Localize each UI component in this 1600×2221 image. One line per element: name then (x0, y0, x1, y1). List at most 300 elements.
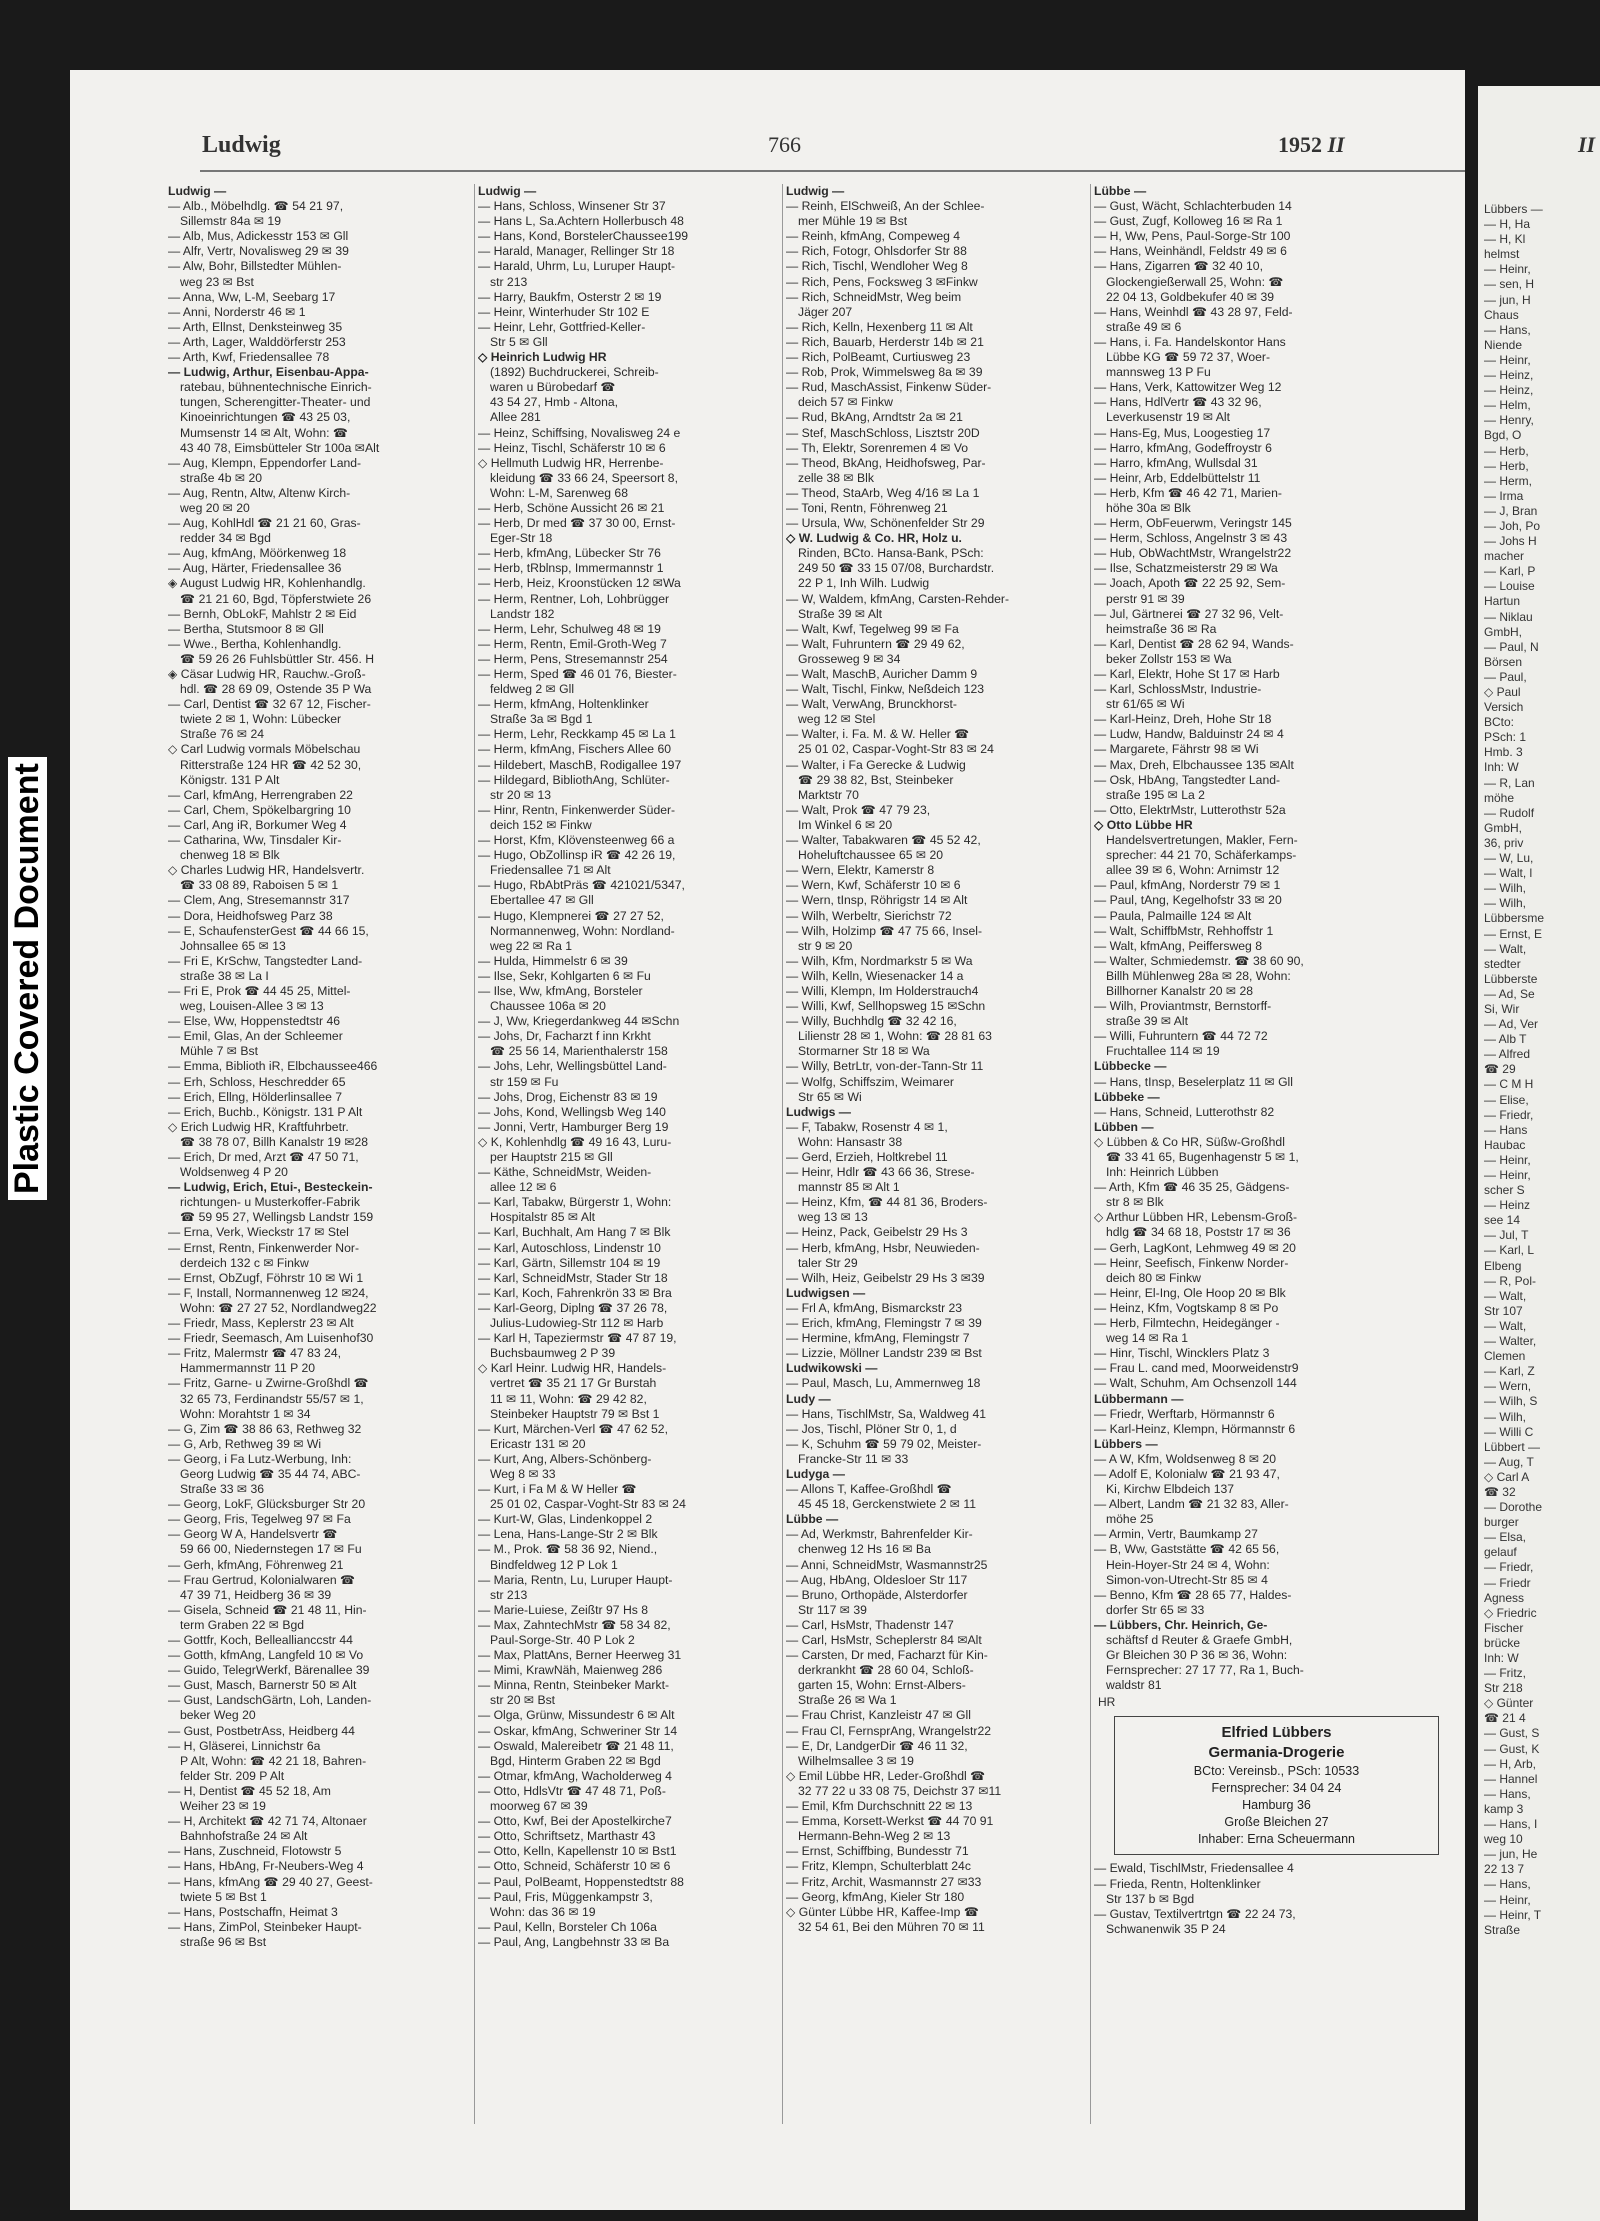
entry-continuation: weg 12 ✉ Stel (798, 712, 876, 727)
directory-entry: — Rud, MaschAssist, Finkenw Süder- (786, 380, 992, 395)
directory-entry: — Frau L. cand med, Moorweidenstr9 (1094, 1361, 1299, 1376)
directory-entry: ◇ Charles Ludwig HR, Handelsvertr. (168, 863, 365, 878)
directory-entry: — Rud, BkAng, Arndtstr 2a ✉ 21 (786, 410, 963, 425)
directory-entry: — Paul, PolBeamt, Hoppenstedtstr 88 (478, 1874, 684, 1889)
next-page-line: gelauf (1484, 1545, 1517, 1560)
directory-entry: — Heinr, Lehr, Gottfried-Keller- (478, 319, 646, 334)
entry-continuation: Steinbeker Hauptstr 79 ✉ Bst 1 (490, 1406, 660, 1421)
directory-entry: — Otmar, kfmAng, Wacholderweg 4 (478, 1768, 672, 1783)
entry-continuation: Glockengießerwall 25, Wohn: ☎ (1106, 274, 1284, 289)
directory-entry: — Harald, Uhrm, Lu, Luruper Haupt- (478, 259, 676, 274)
ad-hr-mark: HR (1098, 1695, 1116, 1710)
directory-entry: — Ad, Werkmstr, Bahrenfelder Kir- (786, 1527, 973, 1542)
ad-bank: BCto: Vereinsb., PSch: 10533 (1193, 1764, 1360, 1779)
next-page-line: Hartun (1484, 594, 1521, 609)
directory-entry: — Th, Elektr, Sorenremen 4 ✉ Vo (786, 440, 969, 455)
directory-entry: — Dora, Heidhofsweg Parz 38 (168, 908, 333, 923)
directory-entry: — Rich, SchneidMstr, Weg beim (786, 289, 962, 304)
next-page-line: — Heinz, (1484, 383, 1534, 398)
directory-entry: — Hub, ObWachtMstr, Wrangelstr22 (1094, 546, 1292, 561)
next-page-line: see 14 (1484, 1213, 1521, 1228)
entry-continuation: str 9 ✉ 20 (798, 938, 853, 953)
directory-entry: ◇ K, Kohlenhdlg ☎ 49 16 43, Luru- (478, 1134, 672, 1149)
entry-continuation: Handelsvertretungen, Makler, Fern- (1106, 833, 1298, 848)
next-page-line: — Louise (1484, 579, 1535, 594)
next-page-line: kamp 3 (1484, 1801, 1524, 1816)
directory-entry: — Aug, Klempn, Eppendorfer Land- (168, 455, 362, 470)
entry-continuation: per Hauptstr 215 ✉ Gll (490, 1150, 613, 1164)
next-page-line: — Henry, (1484, 413, 1534, 428)
directory-entry: — Alfr, Vertr, Novalisweg 29 ✉ 39 (168, 244, 349, 259)
entry-continuation: tungen, Scherengitter-Theater- und (180, 395, 371, 410)
directory-entry: — Gerh, kfmAng, Föhrenweg 21 (168, 1557, 344, 1572)
directory-entry: — Walter, Schmiedemstr. ☎ 38 60 90, (1094, 953, 1304, 968)
directory-entry: — Ludw, Handw, Balduinstr 24 ✉ 4 (1094, 727, 1284, 742)
entry-continuation: Wohn: ☎ 27 27 52, Nordlandweg22 (180, 1300, 377, 1315)
column-divider (1090, 184, 1091, 2124)
directory-entry: — Herm, Pens, Stresemannstr 254 (478, 651, 668, 666)
surname-heading: Ludwigsen — (786, 1285, 866, 1300)
entry-continuation: Bgd, Hinterm Graben 22 ✉ Bgd (490, 1753, 661, 1768)
directory-entry: — Else, Ww, Hoppenstedtstr 46 (168, 1014, 341, 1029)
surname-heading: Lübbeke — (1094, 1089, 1160, 1104)
next-page-line: — Niklau (1484, 609, 1533, 624)
entry-continuation: möhe 25 (1106, 1512, 1154, 1527)
directory-entry: — Frau Gertrud, Kolonialwaren ☎ (168, 1572, 356, 1587)
next-page-line: — Karl, L (1484, 1243, 1535, 1258)
next-page-line: — Herb, (1484, 443, 1529, 458)
next-page-line: — Fritz, (1484, 1666, 1526, 1681)
directory-entry: — Anni, SchneidMstr, Wasmannstr25 (786, 1557, 988, 1572)
next-page-line: — Alfred (1484, 1047, 1531, 1062)
next-page-line: Inh: W (1484, 1651, 1519, 1665)
next-page-line: — jun, He (1484, 1847, 1538, 1862)
directory-entry: — Minna, Rentn, Steinbeker Markt- (478, 1678, 670, 1693)
directory-entry: — Bernh, ObLokF, Mahlstr 2 ✉ Eid (168, 606, 357, 621)
directory-entry: — Lena, Hans-Lange-Str 2 ✉ Blk (478, 1527, 658, 1542)
entry-continuation: Francke-Str 11 ✉ 33 (798, 1451, 909, 1466)
directory-entry: — Marie-Luiese, Zeißtr 97 Hs 8 (478, 1602, 649, 1617)
directory-entry: — G, Zim ☎ 38 86 63, Rethweg 32 (168, 1421, 362, 1436)
entry-continuation: mer Mühle 19 ✉ Bst (798, 214, 908, 229)
next-page-line: — Irma (1484, 488, 1524, 503)
directory-entry: — Gust, Masch, Barnerstr 50 ✉ Alt (168, 1678, 357, 1693)
next-page-line: Niende (1484, 337, 1523, 352)
directory-entry: — Herm, ObFeuerwm, Veringstr 145 (1094, 516, 1292, 531)
entry-continuation: Lilienstr 28 ✉ 1, Wohn: ☎ 28 81 63 (798, 1029, 992, 1044)
entry-continuation: Allee 281 (490, 410, 541, 425)
entry-continuation: allee 39 ✉ 6, Wohn: Arnimstr 12 (1106, 863, 1280, 878)
entry-continuation: Billh Mühlenweg 28a ✉ 28, Wohn: (1106, 968, 1291, 983)
entry-continuation: 25 01 02, Caspar-Voght-Str 83 ✉ 24 (490, 1497, 686, 1512)
entry-continuation: chenweg 12 Hs 16 ✉ Ba (798, 1542, 931, 1557)
directory-entry: ◇ Günter Lübbe HR, Kaffee-Imp ☎ (786, 1904, 980, 1919)
directory-entry: — Otto, Kelln, Kapellenstr 10 ✉ Bst1 (478, 1844, 677, 1859)
directory-entry: — Frau Cl, FernsprAng, Wrangelstr22 (786, 1723, 992, 1738)
next-page-line: — Rudolf (1484, 805, 1535, 820)
directory-entry: — Harro, kfmAng, Wullsdal 31 (1094, 455, 1258, 470)
next-page-line: Elbeng (1484, 1258, 1522, 1273)
next-page-line: — jun, H (1484, 292, 1531, 307)
surname-heading: Lübbe — (1094, 184, 1147, 198)
next-page-line: — Hans, I (1484, 1817, 1538, 1832)
directory-entry: — Paul, Masch, Lu, Ammernweg 18 (786, 1376, 981, 1391)
directory-entry: — Otto, ElektrMstr, Lutterothstr 52a (1094, 802, 1286, 817)
directory-entry: — Herm, Lehr, Schulweg 48 ✉ 19 (478, 621, 661, 636)
entry-continuation: (1892) Buchdruckerei, Schreib- (490, 365, 659, 380)
directory-entry: — Reinh, kfmAng, Compeweg 4 (786, 229, 961, 244)
directory-entry: — Wern, tInsp, Röhrigstr 14 ✉ Alt (786, 893, 968, 908)
directory-entry: — Gottfr, Koch, Belleallianccstr 44 (168, 1633, 353, 1647)
directory-entry: — Georg, i Fa Lutz-Werbung, Inh: (168, 1451, 352, 1466)
directory-entry: — Heinr, Seefisch, Finkenw Norder- (1094, 1255, 1289, 1270)
next-page-line: — Elise, (1484, 1092, 1529, 1107)
entry-continuation: Julius-Ludowieg-Str 112 ✉ Harb (490, 1316, 664, 1331)
surname-heading: Ludwikowski — (786, 1361, 878, 1376)
next-page-line: — Wern, (1484, 1379, 1532, 1394)
entry-continuation: 249 50 ☎ 33 15 07/08, Burchardstr. (798, 561, 995, 576)
directory-entry: — Gerh, LagKont, Lehmweg 49 ✉ 20 (1094, 1240, 1296, 1255)
next-page-line: — Aug, T (1484, 1454, 1534, 1469)
directory-entry: — Paul, Fris, Müggenkampstr 3, (478, 1889, 653, 1904)
directory-entry: — Carl, Chem, Spökelbargring 10 (168, 802, 351, 817)
directory-entry: — Arth, Kwf, Friedensallee 78 (168, 350, 330, 365)
directory-entry: — Georg, kfmAng, Kieler Str 180 (786, 1889, 965, 1904)
next-page-line: — Joh, Po (1484, 518, 1541, 533)
next-page-line: — Heinr, (1484, 1892, 1531, 1907)
directory-entry: — Paula, Palmaille 124 ✉ Alt (1094, 908, 1252, 923)
entry-continuation: deich 57 ✉ Finkw (798, 395, 893, 410)
directory-entry: — Heinz, Kfm, Vogtskamp 8 ✉ Po (1094, 1300, 1279, 1315)
next-page-lines (1478, 202, 1600, 1938)
ad-owner: Inhaber: Erna Scheuermann (1197, 1832, 1356, 1847)
next-page-line: — H, Ha (1484, 217, 1531, 232)
directory-entry: — Ernst, Rentn, Finkenwerder Nor- (168, 1240, 360, 1255)
directory-entry: — Karl, Dentist ☎ 28 62 94, Wands- (1094, 636, 1294, 651)
entry-continuation: Weg 8 ✉ 33 (490, 1466, 556, 1481)
directory-entry: — H, Ww, Pens, Paul-Sorge-Str 100 (1094, 229, 1291, 244)
directory-entry: — Alw, Bohr, Billstedter Mühlen- (168, 259, 342, 274)
entry-continuation: Mühle 7 ✉ Bst (180, 1044, 258, 1059)
entry-continuation: ☎ 59 95 27, Wellingsb Landstr 159 (180, 1210, 374, 1225)
directory-entry: — Fritz, Garne- u Zwirne-Großhdl ☎ (168, 1376, 369, 1391)
entry-continuation: Schwanenwik 35 P 24 (1106, 1921, 1226, 1936)
directory-entry: — Ewald, TischlMstr, Friedensallee 4 (1094, 1861, 1294, 1876)
directory-entry: — Walt, Kwf, Tegelweg 99 ✉ Fa (786, 621, 959, 636)
next-page-line: — R, Lan (1484, 775, 1535, 790)
entry-continuation: Chaussee 106a ✉ 20 (490, 999, 606, 1014)
directory-entry: — A W, Kfm, Woldsenweg 8 ✉ 20 (1094, 1451, 1277, 1466)
entry-continuation: weg 14 ✉ Ra 1 (1106, 1331, 1189, 1346)
directory-entry: — H, Gläserei, Linnichstr 6a (168, 1738, 321, 1753)
surname-heading: Lübbers — (1094, 1436, 1158, 1451)
next-page-line: 36, priv (1484, 835, 1524, 850)
entry-continuation: str 213 (490, 274, 528, 289)
next-page-line: — Heinr, (1484, 1152, 1531, 1167)
directory-entry: — Armin, Vertr, Baumkamp 27 (1094, 1527, 1258, 1542)
entry-continuation: Marktstr 70 (798, 787, 859, 802)
directory-entry: — Horst, Kfm, Klövensteenweg 66 a (478, 833, 675, 848)
directory-entry: — Wilh, Kelln, Wiesenacker 14 a (786, 968, 964, 983)
entry-continuation: felder Str. 209 P Alt (180, 1768, 285, 1783)
next-page-line: — Gust, K (1484, 1741, 1540, 1756)
directory-entry: — Allons T, Kaffee-Großhdl ☎ (786, 1482, 952, 1497)
directory-entry: — Herm, Sped ☎ 46 01 76, Biester- (478, 667, 677, 681)
entry-continuation: vertret ☎ 35 21 17 Gr Burstah (490, 1376, 657, 1391)
entry-continuation: weg, Louisen-Allee 3 ✉ 13 (180, 999, 324, 1014)
directory-entry: — Hans, tInsp, Beselerplatz 11 ✉ Gll (1094, 1074, 1293, 1089)
directory-entry: — Hans, Postschaffn, Heimat 3 (168, 1904, 338, 1919)
entry-continuation: Stormarner Str 18 ✉ Wa (798, 1044, 930, 1059)
directory-entry: — Arth, Kfm ☎ 46 35 25, Gädgens- (1094, 1180, 1290, 1195)
directory-entry: — Otto, Schneid, Schäferstr 10 ✉ 6 (478, 1859, 671, 1874)
directory-entry: — Gust, Wächt, Schlachterbuden 14 (1094, 199, 1292, 214)
directory-entry: — E, Dr, LandgerDir ☎ 46 11 32, (786, 1738, 968, 1753)
entry-continuation: Leverkusenstr 19 ✉ Alt (1106, 410, 1231, 425)
next-page-line: GmbH, (1484, 820, 1523, 835)
directory-entry: — Bruno, Orthopäde, Alsterdorfer (786, 1587, 968, 1602)
entry-continuation: ☎ 25 56 14, Marienthalerstr 158 (490, 1044, 668, 1059)
next-page-line: — Walter, (1484, 1334, 1537, 1349)
directory-entry: — Hans, Weinhändl, Feldstr 49 ✉ 6 (1094, 244, 1287, 259)
directory-entry: — Hans, Schneid, Lutterothstr 82 (1094, 1104, 1275, 1119)
directory-entry: — Harald, Manager, Rellinger Str 18 (478, 244, 675, 259)
next-page-line: — Herb, (1484, 458, 1529, 473)
next-page-line: 22 13 7 (1484, 1862, 1525, 1877)
entry-continuation: 43 54 27, Hmb - Altona, (490, 395, 619, 410)
directory-entry: — Fri E, Prok ☎ 44 45 25, Mittel- (168, 983, 351, 998)
directory-entry: — Ursula, Ww, Schönenfelder Str 29 (786, 516, 985, 531)
next-page-line: Lübbersme (1484, 911, 1545, 926)
directory-entry: — Toni, Rentn, Föhrenweg 21 (786, 500, 948, 515)
directory-entry: — Aug, Härter, Friedensallee 36 (168, 561, 342, 576)
next-page-line: — C M H (1484, 1077, 1534, 1092)
directory-entry: — Walt, kfmAng, Peiffersweg 8 (1094, 938, 1262, 953)
next-page-line: — Hans, (1484, 322, 1531, 337)
entry-continuation: Straße 76 ✉ 24 (180, 727, 265, 742)
directory-entry: ◇ Erich Ludwig HR, Kraftfuhrbetr. (168, 1119, 349, 1134)
volume: II (1327, 132, 1345, 157)
column-4 (1094, 184, 1449, 2134)
directory-entry: — Jonni, Vertr, Hamburger Berg 19 (478, 1119, 669, 1134)
entry-continuation: 32 77 22 u 33 08 75, Deichstr 37 ✉11 (798, 1783, 1002, 1798)
advertisement-box (1114, 1716, 1439, 1855)
next-page-line: — Walt, (1484, 941, 1527, 956)
directory-entry: ◈ Cäsar Ludwig HR, Rauchw.-Groß- (168, 667, 366, 681)
next-page-line: PSch: 1 (1484, 730, 1527, 745)
directory-entry: — Gust, Zugf, Kolloweg 16 ✉ Ra 1 (1094, 214, 1283, 229)
directory-entry: — Frl A, kfmAng, Bismarckstr 23 (786, 1300, 963, 1315)
directory-entry: — Hans L, Sa.Achtern Hollerbusch 48 (478, 214, 684, 229)
directory-entry: — Hans, Weinhdl ☎ 43 28 97, Feld- (1094, 304, 1293, 319)
entry-continuation: 45 45 18, Gerckenstwiete 2 ✉ 11 (798, 1497, 977, 1512)
entry-continuation: Ebertallee 47 ✉ Gll (490, 893, 594, 908)
column-3 (786, 184, 1086, 2134)
surname-heading: Lübbecke — (1094, 1059, 1167, 1074)
directory-entry: — Carl, kfmAng, Herrengraben 22 (168, 787, 353, 802)
surname-heading: Ludyga — (786, 1466, 845, 1481)
directory-entry: — Hinr, Rentn, Finkenwerder Süder- (478, 802, 676, 817)
directory-entry: — Margarete, Fährstr 98 ✉ Wi (1094, 742, 1259, 757)
directory-entry: — Hans, Verk, Kattowitzer Weg 12 (1094, 380, 1282, 395)
next-page-line: — Herm, (1484, 473, 1532, 488)
directory-entry: — Walter, i. Fa. M. & W. Heller ☎ (786, 727, 970, 742)
directory-entry: — W, Waldem, kfmAng, Carsten-Rehder- (786, 591, 1010, 606)
directory-entry: — Carl, HsMstr, Thadenstr 147 (786, 1617, 954, 1632)
entry-continuation: Hammermannstr 11 P 20 (180, 1361, 316, 1376)
directory-entry: — Karl, SchlossMstr, Industrie- (1094, 682, 1262, 697)
next-page-line: — Wilh, S (1484, 1394, 1538, 1409)
column-2 (478, 184, 778, 2134)
directory-entry: — Karl, SchneidMstr, Stader Str 18 (478, 1270, 668, 1285)
entry-continuation: Mumsenstr 14 ✉ Alt, Wohn: ☎ (180, 425, 349, 440)
entry-continuation: taler Str 29 (798, 1255, 858, 1270)
entry-continuation: Str 117 ✉ 39 (798, 1602, 867, 1617)
directory-entry: — Friedr, Mass, Keplerstr 23 ✉ Alt (168, 1316, 354, 1331)
entry-continuation: chenweg 18 ✉ Blk (180, 848, 280, 863)
next-page-line: ☎ 32 (1484, 1484, 1516, 1499)
directory-entry: — Wilh, Werbeltr, Sierichstr 72 (786, 908, 952, 923)
directory-entry: — Wilh, Kfm, Nordmarkstr 5 ✉ Wa (786, 953, 973, 968)
entry-continuation: Simon-von-Utrecht-Str 85 ✉ 4 (1106, 1572, 1268, 1587)
surname-heading: Ludy — (786, 1391, 831, 1406)
entry-continuation: feldweg 2 ✉ Gll (490, 682, 575, 697)
directory-entry: — J, Ww, Kriegerdankweg 44 ✉Schn (478, 1014, 680, 1029)
directory-entry: ◇ Karl Heinr. Ludwig HR, Handels- (478, 1361, 667, 1376)
directory-entry: — Anni, Norderstr 46 ✉ 1 (168, 304, 306, 319)
directory-entry: — Albert, Landm ☎ 21 32 83, Aller- (1094, 1497, 1289, 1512)
directory-entry: — Hugo, ObZollinsp iR ☎ 42 26 19, (478, 848, 676, 863)
directory-entry: — Karl, Elektr, Hohe St 17 ✉ Harb (1094, 667, 1280, 681)
directory-entry: — Hans, HdlVertr ☎ 43 32 96, (1094, 395, 1262, 410)
directory-entry: — Rich, Fotogr, Ohlsdorfer Str 88 (786, 244, 967, 259)
entry-continuation: dorfer Str 65 ✉ 33 (1106, 1602, 1205, 1617)
entry-continuation: Wohn: das 36 ✉ 19 (490, 1904, 596, 1919)
entry-continuation: 43 40 78, Eimsbütteler Str 100a ✉Alt (180, 440, 380, 455)
entry-continuation: straße 49 ✉ 6 (1106, 319, 1182, 334)
entry-continuation: Straße 26 ✉ Wa 1 (798, 1693, 897, 1708)
directory-entry: — Fri E, KrSchw, Tangstedter Land- (168, 953, 363, 968)
entry-continuation: Hospitalstr 85 ✉ Alt (490, 1210, 596, 1225)
directory-entry: — Otto, Kwf, Bei der Apostelkirche7 (478, 1814, 672, 1829)
entry-continuation: ☎ 59 26 26 Fuhlsbüttler Str. 456. H (180, 651, 375, 666)
column-divider (474, 184, 475, 2124)
directory-entry: — E, SchaufensterGest ☎ 44 66 15, (168, 923, 369, 938)
directory-entry: — Harry, Baukfm, Osterstr 2 ✉ 19 (478, 289, 662, 304)
next-page-line: Str 107 (1484, 1303, 1523, 1318)
directory-entry: — Johs, Lehr, Wellingsbüttel Land- (478, 1059, 667, 1074)
directory-entry: — Adolf E, Kolonialw ☎ 21 93 47, (1094, 1466, 1280, 1481)
directory-entry: — Aug, kfmAng, Möörkenweg 18 (168, 546, 347, 561)
next-page-line: — Heinr, (1484, 262, 1531, 277)
next-page-line: BCto: (1484, 715, 1515, 730)
directory-entry: — Clem, Ang, Stresemannstr 317 (168, 893, 350, 908)
directory-entry: — F, Install, Normannenweg 12 ✉24, (168, 1285, 369, 1300)
next-page-line: Lübberste (1484, 971, 1538, 986)
next-page-line: — Gust, S (1484, 1726, 1540, 1741)
directory-entry: — Aug, KohlHdl ☎ 21 21 60, Gras- (168, 516, 361, 531)
entry-continuation: schäftsf d Reuter & Graefe GmbH, (1106, 1633, 1293, 1647)
directory-entry: — Aug, HbAng, Oldesloer Str 117 (786, 1572, 968, 1587)
ad-shop: Germania-Drogerie (1208, 1744, 1345, 1762)
directory-entry: — Guido, TelegrWerkf, Bärenallee 39 (168, 1663, 370, 1678)
directory-entry: — Alb, Mus, Adickesstr 153 ✉ Gll (168, 229, 349, 244)
directory-entry: — Walt, SchiffbMstr, Rehhoffstr 1 (1094, 923, 1274, 938)
entry-continuation: sprecher: 44 21 70, Schäferkamps- (1106, 848, 1297, 863)
next-page-line: helmst (1484, 247, 1520, 262)
next-page-line: — Friedr, (1484, 1107, 1534, 1122)
directory-entry: — Herb, kfmAng, Hsbr, Neuwieden- (786, 1240, 980, 1255)
directory-entry: ◈ August Ludwig HR, Kohlenhandlg. (168, 576, 366, 591)
entry-continuation: 47 39 71, Heidberg 36 ✉ 39 (180, 1587, 332, 1602)
directory-entry: — Herm, Schloss, Angelnstr 3 ✉ 43 (1094, 531, 1288, 546)
directory-entry: — Paul, kfmAng, Norderstr 79 ✉ 1 (1094, 878, 1281, 893)
directory-entry: — Karl-Heinz, Klempn, Hörmannstr 6 (1094, 1421, 1296, 1436)
surname-heading: Ludwig — (168, 184, 227, 198)
directory-entry: — Willi, Kwf, Sellhopsweg 15 ✉Schn (786, 999, 986, 1014)
directory-entry: — Gust, PostbetrAss, Heidberg 44 (168, 1723, 355, 1738)
next-page-line: — Heinr, (1484, 1168, 1531, 1182)
directory-entry: — Hans, HbAng, Fr-Neubers-Weg 4 (168, 1859, 364, 1874)
directory-entry: — Rich, Tischl, Wendloher Weg 8 (786, 259, 968, 274)
next-page-line: Agness (1484, 1590, 1525, 1605)
directory-entry: — Hinr, Tischl, Wincklers Platz 3 (1094, 1346, 1270, 1361)
next-page-line: — Ad, Ver (1484, 1017, 1539, 1032)
directory-entry: ◇ Otto Lübbe HR (1094, 817, 1193, 832)
entry-continuation: straße 4b ✉ 20 (180, 470, 263, 485)
next-page-line: — H, Arb, (1484, 1756, 1537, 1771)
entry-continuation: Kinoeinrichtungen ☎ 43 25 03, (180, 410, 351, 425)
next-page-line: — W, Lu, (1484, 851, 1534, 866)
directory-entry: — Herm, Rentn, Emil-Groth-Weg 7 (478, 636, 667, 651)
entry-continuation: Friedensallee 71 ✉ Alt (490, 863, 611, 878)
directory-entry: — Wern, Elektr, Kamerstr 8 (786, 863, 935, 878)
next-page-line: — H, Kl (1484, 232, 1526, 247)
directory-entry: — Herb, Filmtechn, Heidegänger - (1094, 1316, 1280, 1331)
next-page-line: — Alb T (1484, 1032, 1527, 1047)
next-page-line: — R, Pol- (1484, 1273, 1537, 1288)
entry-continuation: straße 195 ✉ La 2 (1106, 787, 1205, 802)
directory-entry: — Harro, kfmAng, Godeffroystr 6 (1094, 440, 1272, 455)
entry-continuation: 22 04 13, Goldbekufer 40 ✉ 39 (1106, 289, 1275, 304)
directory-entry: — Ernst, Schiffbing, Bundesstr 71 (786, 1844, 969, 1859)
directory-entry: — Willi, Fuhruntern ☎ 44 72 72 (1094, 1029, 1268, 1044)
directory-entry: — Maria, Rentn, Lu, Luruper Haupt- (478, 1572, 673, 1587)
directory-entry: — Benno, Kfm ☎ 28 65 77, Haldes- (1094, 1587, 1292, 1602)
next-page-line: Börsen (1484, 654, 1523, 669)
directory-entry: — Rich, Kelln, Hexenberg 11 ✉ Alt (786, 319, 973, 334)
directory-entry: — Osk, HbAng, Tangstedter Land- (1094, 772, 1281, 787)
entry-continuation: ☎ 33 41 65, Bugenhagenstr 5 ✉ 1, (1106, 1150, 1299, 1164)
directory-entry: — Gotth, kfmAng, Langfeld 10 ✉ Vo (168, 1648, 364, 1663)
directory-entry: — Emma, Korsett-Werkst ☎ 44 70 91 (786, 1814, 994, 1829)
directory-entry: — Walt, Fuhruntern ☎ 29 49 62, (786, 636, 965, 651)
entry-continuation: Königstr. 131 P Alt (180, 772, 280, 787)
page-header-year (1278, 132, 1345, 158)
directory-entry: — Frau Christ, Kanzleistr 47 ✉ Gll (786, 1708, 971, 1723)
next-page-line: — Hans, (1484, 1786, 1531, 1801)
directory-entry: — Georg W A, Handelsvertr ☎ (168, 1527, 338, 1542)
next-page-line: Inh: W (1484, 760, 1519, 775)
directory-entry: — Friedr, Seemasch, Am Luisenhof30 (168, 1331, 374, 1346)
entry-continuation: weg 20 ✉ 20 (180, 500, 250, 515)
directory-entry: — Arth, Lager, Walddörferstr 253 (168, 334, 346, 349)
directory-entry: — Paul, tAng, Kegelhofstr 33 ✉ 20 (1094, 893, 1282, 908)
directory-entry: — Aug, Rentn, Altw, Altenw Kirch- (168, 485, 351, 500)
entry-continuation: ☎ 29 38 82, Bst, Steinbeker (798, 772, 954, 787)
directory-entry: — Stef, MaschSchloss, Lisztstr 20D (786, 425, 980, 440)
directory-entry: — Wern, Kwf, Schäferstr 10 ✉ 6 (786, 878, 961, 893)
